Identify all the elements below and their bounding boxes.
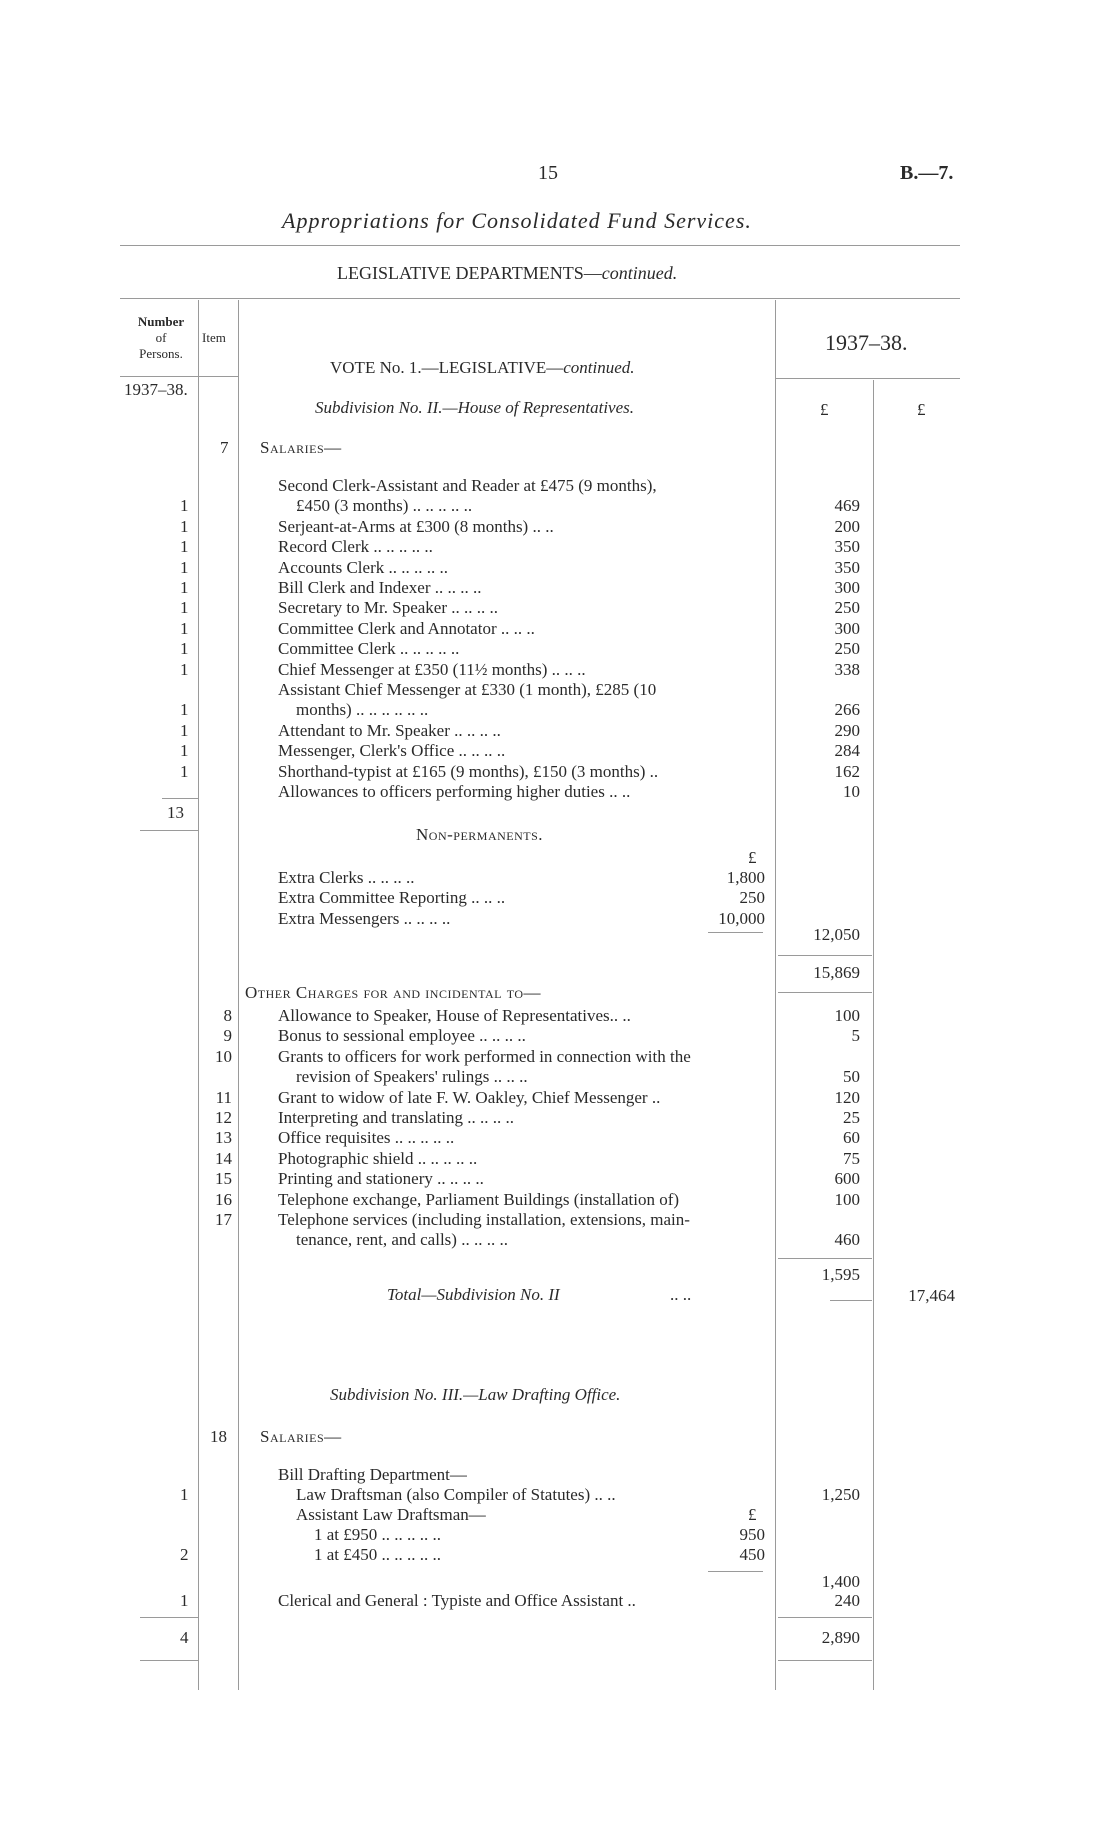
nonpermanents-currency: £ xyxy=(748,848,757,867)
salary-amount: 350 xyxy=(834,557,860,577)
nonpermanent-line: Extra Messengers .. .. .. .. xyxy=(278,908,451,928)
nonpermanent-line: Extra Committee Reporting .. .. .. xyxy=(278,888,506,908)
year-column-header: 1937–38. xyxy=(825,330,908,355)
salary-line: Allowances to officers performing higher duties .. .. xyxy=(278,782,631,801)
persons-subtotal-rule xyxy=(162,798,198,799)
item-column-rule xyxy=(238,300,239,1690)
other-charge-amount: 600 xyxy=(834,1169,860,1189)
other-charge-item: 13 xyxy=(215,1128,232,1148)
salaries-total-rule xyxy=(778,955,872,956)
salary-amount: 162 xyxy=(834,761,860,781)
salaries-heading: Salaries— xyxy=(260,438,342,457)
other-charge-amount: 50 xyxy=(843,1067,860,1087)
assistant-rule xyxy=(708,1571,763,1572)
salary-persons: 1 xyxy=(180,618,189,638)
department-name: LEGISLATIVE DEPARTMENTS— xyxy=(337,263,602,283)
other-charges-total: 1,595 xyxy=(821,1265,860,1284)
vote-name: VOTE No. 1.—LEGISLATIVE— xyxy=(330,358,564,377)
law-draftsman-amount: 1,250 xyxy=(821,1485,860,1504)
subdivision-3-total-underline xyxy=(140,1660,198,1661)
other-charge-amount: 60 xyxy=(843,1128,860,1148)
other-charge-line: Grant to widow of late F. W. Oakley, Chief Messenger .. xyxy=(278,1087,661,1107)
other-charge-line: Office requisites .. .. .. .. .. xyxy=(278,1128,455,1148)
header-rule-left xyxy=(120,376,238,377)
salary-amount: 266 xyxy=(834,700,860,720)
nonpermanent-amount: 10,000 xyxy=(718,908,765,928)
page-title: Appropriations for Consolidated Fund Services. xyxy=(282,208,752,233)
persons-header-line2: of xyxy=(155,330,167,345)
salary-persons: 1 xyxy=(180,741,189,761)
salary-persons: 1 xyxy=(180,700,189,720)
vote-continued: continued. xyxy=(563,358,635,377)
salary-line: Secretary to Mr. Speaker .. .. .. .. xyxy=(278,598,498,618)
assistant-draftsman-persons: 2 xyxy=(180,1545,189,1564)
salary-amount: 338 xyxy=(834,659,860,679)
other-charge-amount: 460 xyxy=(834,1230,860,1250)
salary-line: Record Clerk .. .. .. .. .. xyxy=(278,537,433,557)
salary-amount: 469 xyxy=(834,496,860,516)
other-charge-line: Telephone services (including installation, extensions, main- xyxy=(278,1210,690,1229)
nonpermanent-amount: 250 xyxy=(739,888,765,908)
subdivision-3-total: 2,890 xyxy=(821,1628,860,1647)
other-charge-item: 15 xyxy=(215,1169,232,1189)
salary-line: Accounts Clerk .. .. .. .. .. xyxy=(278,557,448,577)
assistant-draftsman-label: Assistant Law Draftsman— xyxy=(296,1505,486,1524)
department-continued: continued. xyxy=(601,263,678,283)
subdivision-3-amount-rule xyxy=(778,1617,872,1618)
salary-amount: 290 xyxy=(834,720,860,740)
clerical-persons: 1 xyxy=(180,1591,189,1610)
salary-amount: 300 xyxy=(834,578,860,597)
other-charge-line: Printing and stationery .. .. .. .. xyxy=(278,1169,484,1189)
salary-amount: 300 xyxy=(834,618,860,638)
other-charges-heading: Other Charges for and incidental to— xyxy=(245,983,542,1002)
assistant-draftsman-line: 1 at £950 .. .. .. .. .. xyxy=(314,1525,442,1544)
salaries-total-underline xyxy=(778,992,872,993)
law-draftsman: Law Draftsman (also Compiler of Statutes) .. .. xyxy=(296,1485,616,1504)
title-rule xyxy=(120,245,960,246)
salaries-persons-total: 13 xyxy=(167,803,184,822)
law-draftsman-persons: 1 xyxy=(180,1485,189,1504)
nonpermanents-rule xyxy=(708,932,763,933)
other-charge-item: 11 xyxy=(215,1087,232,1107)
persons-column-rule xyxy=(198,300,199,1690)
persons-header-line3: Persons. xyxy=(139,346,183,361)
other-charge-line: Interpreting and translating .. .. .. .. xyxy=(278,1108,515,1127)
document-reference: B.—7. xyxy=(900,162,954,184)
salary-persons: 1 xyxy=(180,516,189,536)
subdivision-3-persons-total: 4 xyxy=(180,1628,189,1647)
other-charge-item: 8 xyxy=(223,1006,232,1025)
salary-line: Messenger, Clerk's Office .. .. .. .. xyxy=(278,741,506,761)
header-rule-right xyxy=(775,378,960,379)
currency-header-2: £ xyxy=(917,400,926,419)
other-charge-amount: 100 xyxy=(834,1189,860,1209)
page-number: 15 xyxy=(538,162,558,184)
amount-column-rule xyxy=(873,380,874,1690)
subdivision-2-total-label: Total—Subdivision No. II xyxy=(387,1285,560,1304)
salary-persons: 1 xyxy=(180,537,189,557)
salary-amount: 10 xyxy=(843,782,860,801)
clerical-amount: 240 xyxy=(834,1591,860,1610)
subdivision-3-salaries-heading: Salaries— xyxy=(260,1427,342,1446)
salary-amount: 250 xyxy=(834,639,860,659)
salary-amount: 284 xyxy=(834,741,860,761)
other-charge-item: 9 xyxy=(223,1026,232,1046)
clerical-general: Clerical and General : Typiste and Office Assistant .. xyxy=(278,1591,636,1610)
salary-line: Bill Clerk and Indexer .. .. .. .. xyxy=(278,578,482,597)
nonpermanents-heading: Non-permanents. xyxy=(416,825,544,844)
assistant-draftsman-amount: 950 xyxy=(739,1525,765,1544)
other-charge-line: Telephone exchange, Parliament Buildings (installation of) xyxy=(278,1189,680,1209)
salary-persons: 1 xyxy=(180,761,189,781)
subdivision-2-total-rule xyxy=(830,1300,872,1301)
persons-total-rule xyxy=(140,830,198,831)
assistant-draftsman-line: 1 at £450 .. .. .. .. .. xyxy=(314,1545,442,1565)
assistant-draftsman-total: 1,400 xyxy=(821,1572,860,1591)
salary-persons: 1 xyxy=(180,496,189,516)
other-charge-amount: 120 xyxy=(834,1087,860,1107)
subdivision-3-total-rule xyxy=(778,1660,872,1661)
salary-amount: 250 xyxy=(834,598,860,618)
subdivision-3-salaries-item: 18 xyxy=(210,1427,227,1446)
other-charge-amount: 100 xyxy=(834,1006,860,1025)
other-charge-item: 10 xyxy=(215,1046,232,1066)
subdivision-3-persons-rule xyxy=(140,1617,198,1618)
salary-line: Attendant to Mr. Speaker .. .. .. .. xyxy=(278,720,501,740)
subdivision-2-grand-total: 17,464 xyxy=(908,1286,955,1305)
nonpermanents-total: 12,050 xyxy=(813,925,860,944)
other-charge-item: 16 xyxy=(215,1189,232,1209)
other-charge-amount: 25 xyxy=(843,1108,860,1127)
other-charge-line: Allowance to Speaker, House of Representatives.. .. xyxy=(278,1006,631,1025)
currency-header-1: £ xyxy=(820,400,829,419)
item-column-header: Item xyxy=(202,330,226,345)
other-charge-amount: 75 xyxy=(843,1148,860,1168)
subdivision-2-total-dots: .. .. xyxy=(670,1285,692,1304)
salary-line: Chief Messenger at £350 (11½ months) .. .. .. xyxy=(278,659,586,679)
salary-persons: 1 xyxy=(180,578,189,597)
salary-amount: 200 xyxy=(834,516,860,536)
salary-line: Serjeant-at-Arms at £300 (8 months) .. .. xyxy=(278,516,554,536)
salaries-item-number: 7 xyxy=(220,438,229,457)
department-heading xyxy=(337,263,677,283)
salary-persons: 1 xyxy=(180,720,189,740)
salary-persons: 1 xyxy=(180,639,189,659)
persons-header-line1: Number xyxy=(137,314,185,329)
other-charge-item: 12 xyxy=(215,1108,232,1127)
salary-persons: 1 xyxy=(180,557,189,577)
assistant-draftsman-amount: 450 xyxy=(739,1545,765,1565)
assistant-draftsman-currency: £ xyxy=(748,1505,757,1524)
department-rule xyxy=(120,298,960,299)
other-charge-amount: 5 xyxy=(851,1026,860,1046)
other-charge-line: tenance, rent, and calls) .. .. .. .. xyxy=(296,1230,508,1250)
salary-persons: 1 xyxy=(180,598,189,618)
salary-line: Second Clerk-Assistant and Reader at £475 (9 months), xyxy=(278,476,657,495)
salary-line: Committee Clerk .. .. .. .. .. xyxy=(278,639,460,659)
other-charge-item: 17 xyxy=(215,1210,232,1229)
persons-year: 1937–38. xyxy=(124,380,188,399)
other-charge-line: Grants to officers for work performed in connection with the xyxy=(278,1046,691,1066)
salary-line: months) .. .. .. .. .. .. xyxy=(296,700,429,720)
nonpermanent-line: Extra Clerks .. .. .. .. xyxy=(278,868,415,887)
salary-line: £450 (3 months) .. .. .. .. .. xyxy=(296,496,473,516)
other-charge-item: 14 xyxy=(215,1148,232,1168)
subdivision-3-heading: Subdivision No. III.—Law Drafting Office. xyxy=(330,1385,621,1404)
bill-drafting-department: Bill Drafting Department— xyxy=(278,1465,467,1484)
salary-persons: 1 xyxy=(180,659,189,679)
other-charge-line: Photographic shield .. .. .. .. .. xyxy=(278,1148,478,1168)
salary-line: Shorthand-typist at £165 (9 months), £150 (3 months) .. xyxy=(278,761,659,781)
salary-line: Committee Clerk and Annotator .. .. .. xyxy=(278,618,535,638)
vote-heading xyxy=(330,358,635,378)
persons-column-header xyxy=(126,314,196,362)
other-charge-line: Bonus to sessional employee .. .. .. .. xyxy=(278,1026,526,1046)
salary-line: Assistant Chief Messenger at £330 (1 month), £285 (10 xyxy=(278,680,657,699)
subdivision-2-heading: Subdivision No. II.—House of Representatives. xyxy=(315,398,635,417)
other-charge-line: revision of Speakers' rulings .. .. .. xyxy=(296,1067,528,1087)
salaries-total: 15,869 xyxy=(813,963,860,982)
salary-amount: 350 xyxy=(834,537,860,557)
other-charges-rule xyxy=(778,1258,872,1259)
nonpermanent-amount: 1,800 xyxy=(726,868,765,887)
